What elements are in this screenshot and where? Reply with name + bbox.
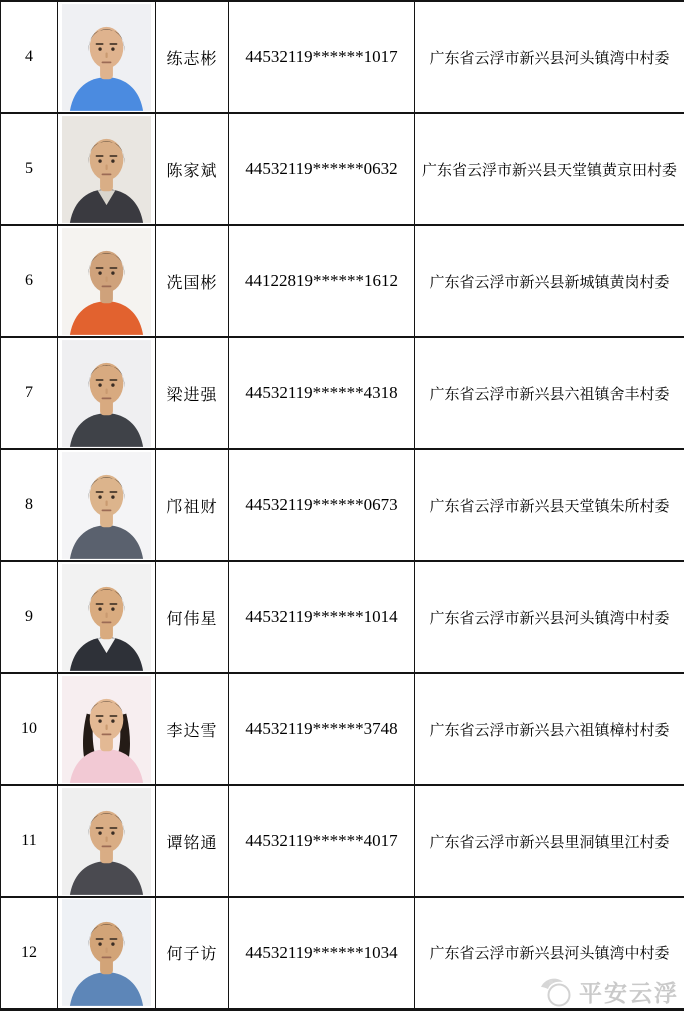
row-number: 12: [21, 943, 37, 961]
portrait-photo: [62, 116, 151, 223]
id-number: 44532119******0673: [245, 495, 398, 514]
id-number: 44532119******1034: [245, 942, 398, 962]
portrait-photo: [62, 452, 151, 559]
table-row: [1, 897, 684, 1009]
roster-table-body: [1, 1, 684, 1009]
row-number-cell: [1, 225, 58, 337]
id-number: 44532119******4318: [245, 383, 398, 402]
address: 广东省云浮市新兴县天堂镇朱所村委: [429, 498, 670, 515]
name-cell: [156, 1, 229, 113]
id-number-cell: [229, 337, 415, 449]
id-number: 44532119******1014: [245, 607, 398, 626]
portrait-photo: [62, 564, 151, 671]
row-number-cell: [1, 449, 58, 561]
address-cell: [415, 449, 684, 561]
table-row: [1, 337, 684, 449]
row-number-cell: [1, 673, 58, 785]
address: 广东省云浮市新兴县六祖镇舍丰村委: [429, 386, 670, 403]
person-name: 李达雪: [166, 722, 218, 740]
table-row: [1, 1, 684, 113]
row-number: 4: [25, 48, 33, 65]
photo-cell: [58, 673, 156, 785]
portrait-photo: [62, 228, 151, 335]
row-number-cell: [1, 561, 58, 673]
photo-cell: [58, 561, 156, 673]
person-name: 何子访: [166, 946, 218, 964]
address: 广东省云浮市新兴县新城镇黄岗村委: [429, 274, 670, 291]
row-number: 7: [25, 384, 33, 401]
portrait-photo: [62, 899, 151, 1006]
name-cell: [156, 337, 229, 449]
address: 广东省云浮市新兴县河头镇湾中村委: [429, 50, 670, 67]
id-number-cell: [229, 673, 415, 785]
table-row: [1, 225, 684, 337]
row-number-cell: [1, 113, 58, 225]
row-number: 5: [25, 160, 33, 177]
address-cell: [415, 225, 684, 337]
person-name: 陈家斌: [166, 162, 218, 180]
address-cell: [415, 897, 684, 1009]
id-number-cell: [229, 113, 415, 225]
address: 广东省云浮市新兴县河头镇湾中村委: [429, 946, 670, 963]
photo-cell: [58, 897, 156, 1009]
watermark-text: 平安云浮: [579, 980, 679, 1006]
photo-cell: [58, 449, 156, 561]
id-number-cell: [229, 1, 415, 113]
address-cell: [415, 337, 684, 449]
name-cell: [156, 113, 229, 225]
row-number-cell: [1, 1, 58, 113]
name-cell: [156, 225, 229, 337]
name-cell: [156, 897, 229, 1009]
id-number-cell: [229, 225, 415, 337]
person-name: 邝祖财: [166, 498, 218, 516]
person-name: 练志彬: [166, 50, 218, 68]
address: 广东省云浮市新兴县六祖镇樟村村委: [429, 722, 670, 739]
id-number: 44532119******4017: [245, 831, 398, 850]
person-name: 谭铭通: [166, 834, 218, 852]
photo-cell: [58, 225, 156, 337]
row-number: 6: [25, 272, 33, 289]
name-cell: [156, 673, 229, 785]
photo-cell: [58, 113, 156, 225]
table-row: [1, 673, 684, 785]
address-cell: [415, 785, 684, 897]
row-number: 10: [21, 720, 37, 737]
table-row: [1, 113, 684, 225]
address: 广东省云浮市新兴县里洞镇里江村委: [429, 834, 670, 851]
photo-cell: [58, 337, 156, 449]
address-cell: [415, 113, 684, 225]
address-cell: [415, 1, 684, 113]
row-number-cell: [1, 897, 58, 1009]
row-number-cell: [1, 785, 58, 897]
name-cell: [156, 785, 229, 897]
row-number: 11: [21, 832, 37, 849]
id-number: 44122819******1612: [245, 271, 398, 290]
name-cell: [156, 449, 229, 561]
id-number: 44532119******3748: [245, 719, 398, 738]
row-number: 8: [25, 496, 33, 513]
portrait-photo: [62, 4, 151, 111]
id-number-cell: [229, 897, 415, 1009]
address: 广东省云浮市新兴县河头镇湾中村委: [429, 610, 670, 627]
portrait-photo: [62, 340, 151, 447]
id-number-cell: [229, 561, 415, 673]
portrait-photo: [62, 676, 151, 783]
table-row: [1, 785, 684, 897]
table-row: [1, 449, 684, 561]
photo-cell: [58, 1, 156, 113]
address: 广东省云浮市新兴县天堂镇黄京田村委: [421, 162, 677, 179]
id-number-cell: [229, 449, 415, 561]
row-number-cell: [1, 337, 58, 449]
portrait-photo: [62, 788, 151, 895]
id-number: 44532119******0632: [245, 159, 398, 178]
address-cell: [415, 561, 684, 673]
address-cell: [415, 673, 684, 785]
person-name: 梁进强: [166, 386, 218, 404]
row-number: 9: [25, 608, 33, 625]
person-name: 何伟星: [166, 610, 218, 628]
person-name: 冼国彬: [166, 274, 218, 292]
table-row: [1, 561, 684, 673]
photo-cell: [58, 785, 156, 897]
name-cell: [156, 561, 229, 673]
id-number-cell: [229, 785, 415, 897]
id-number: 44532119******1017: [245, 47, 398, 66]
